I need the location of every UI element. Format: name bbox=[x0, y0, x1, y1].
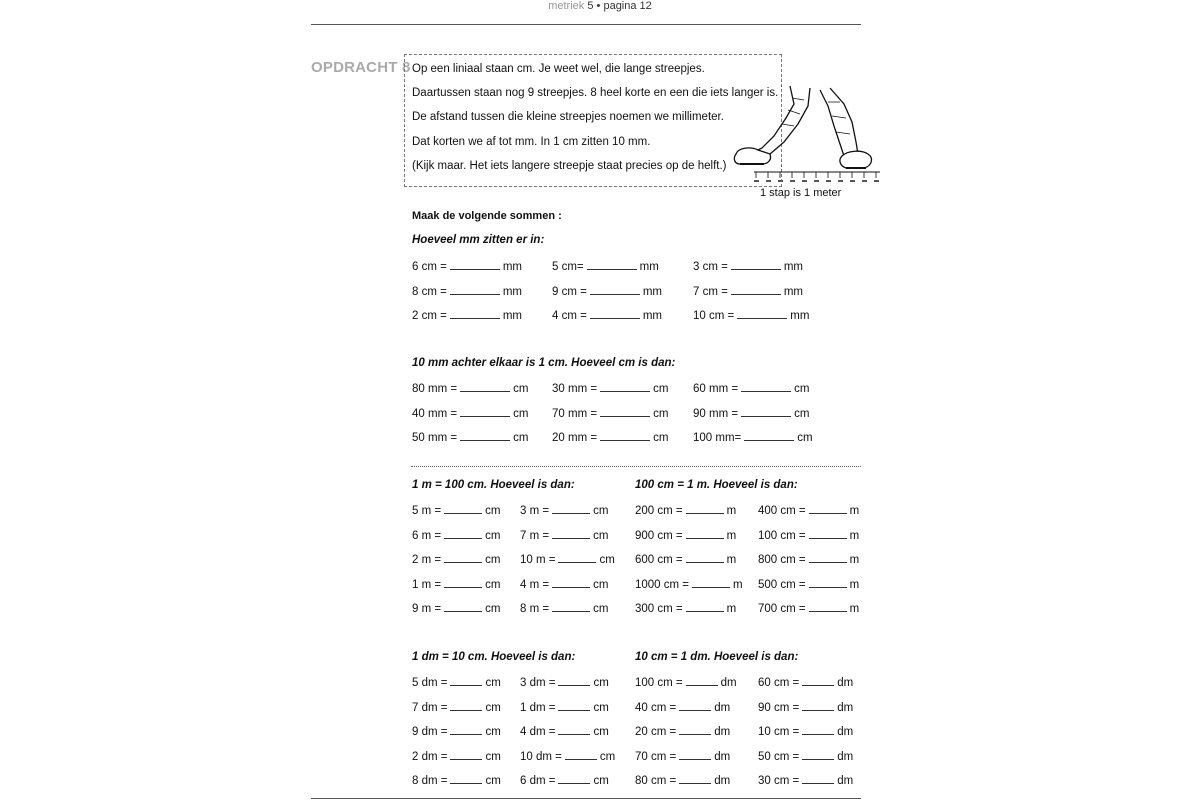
exercise-item bbox=[552, 430, 668, 444]
exercise-item bbox=[758, 675, 853, 689]
exercise-question: 9 m = bbox=[412, 603, 442, 615]
exercise-unit: cm bbox=[485, 603, 501, 615]
answer-blank[interactable] bbox=[802, 675, 834, 686]
section4-title-right: 10 cm = 1 dm. Hoeveel is dan: bbox=[635, 651, 799, 663]
intro-line: (Kijk maar. Het iets langere streepje staat precies op de helft.) bbox=[412, 160, 727, 172]
exercise-item bbox=[758, 528, 859, 542]
answer-blank[interactable] bbox=[450, 308, 500, 319]
exercise-item bbox=[693, 259, 803, 273]
exercise-item bbox=[412, 724, 501, 738]
instruction: Maak de volgende sommen : bbox=[412, 210, 562, 222]
answer-blank[interactable] bbox=[587, 259, 637, 270]
exercise-unit: cm bbox=[485, 578, 501, 591]
exercise-unit: cm bbox=[797, 432, 813, 444]
intro-line: Dat korten we af tot mm. In 1 cm zitten 10 mm. bbox=[412, 136, 651, 148]
exercise-unit: cm bbox=[794, 407, 810, 420]
header-prefix: metriek bbox=[548, 0, 585, 12]
exercise-question: 7 dm = bbox=[412, 701, 448, 714]
exercise-unit: dm bbox=[714, 701, 731, 714]
exercise-label: OPDRACHT 8 bbox=[311, 59, 411, 76]
exercise-question: 40 cm = bbox=[635, 701, 677, 714]
exercise-question: 100 cm = bbox=[635, 677, 683, 689]
exercise-question: 700 cm = bbox=[758, 603, 806, 615]
header-number: 5 bbox=[587, 0, 594, 12]
exercise-unit: mm bbox=[502, 310, 523, 322]
answer-blank[interactable] bbox=[679, 749, 711, 760]
answer-blank[interactable] bbox=[731, 284, 781, 295]
answer-blank[interactable] bbox=[809, 577, 847, 588]
answer-blank[interactable] bbox=[686, 528, 724, 539]
exercise-question: 9 cm = bbox=[552, 285, 587, 298]
exercise-unit: mm bbox=[783, 285, 804, 298]
exercise-question: 5 dm = bbox=[412, 677, 448, 689]
exercise-unit: m bbox=[849, 603, 860, 615]
page-header bbox=[0, 0, 1200, 12]
exercise-unit: dm bbox=[714, 750, 731, 763]
answer-blank[interactable] bbox=[450, 284, 500, 295]
exercise-item bbox=[412, 503, 500, 517]
exercise-item bbox=[412, 308, 522, 322]
exercise-unit: cm bbox=[485, 726, 501, 738]
answer-blank[interactable] bbox=[686, 601, 724, 612]
exercise-item bbox=[412, 773, 501, 787]
exercise-question: 300 cm = bbox=[635, 603, 683, 615]
exercise-unit: m bbox=[726, 529, 737, 542]
answer-blank[interactable] bbox=[802, 700, 834, 711]
exercise-question: 90 cm = bbox=[758, 701, 800, 714]
exercise-question: 1000 cm = bbox=[635, 578, 690, 591]
exercise-question: 30 mm = bbox=[552, 383, 598, 395]
exercise-question: 1 dm = bbox=[520, 701, 556, 714]
walking-legs-illustration bbox=[728, 84, 888, 188]
exercise-unit: cm bbox=[485, 677, 501, 689]
exercise-unit: m bbox=[849, 505, 860, 517]
exercise-unit: dm bbox=[714, 775, 731, 787]
exercise-item bbox=[635, 773, 730, 787]
exercise-unit: cm bbox=[485, 505, 501, 517]
exercise-question: 30 cm = bbox=[758, 775, 800, 787]
answer-blank[interactable] bbox=[558, 700, 590, 711]
exercise-item bbox=[412, 601, 500, 615]
answer-blank[interactable] bbox=[600, 381, 650, 392]
exercise-question: 1 m = bbox=[412, 578, 442, 591]
answer-blank[interactable] bbox=[802, 749, 834, 760]
answer-blank[interactable] bbox=[450, 675, 482, 686]
exercise-item bbox=[520, 528, 608, 542]
exercise-unit: m bbox=[726, 554, 737, 566]
exercise-item bbox=[412, 406, 528, 420]
exercise-unit: mm bbox=[639, 261, 659, 273]
exercise-unit: mm bbox=[502, 261, 523, 273]
answer-blank[interactable] bbox=[552, 577, 590, 588]
exercise-item bbox=[412, 284, 522, 298]
exercise-item bbox=[758, 601, 859, 615]
exercise-question: 800 cm = bbox=[758, 554, 806, 566]
exercise-item bbox=[758, 773, 853, 787]
exercise-question: 60 cm = bbox=[758, 677, 800, 689]
header-rule bbox=[311, 24, 861, 25]
exercise-unit: cm bbox=[513, 432, 529, 444]
section2-title: 10 mm achter elkaar is 1 cm. Hoeveel cm is dan: bbox=[412, 357, 676, 369]
answer-blank[interactable] bbox=[460, 430, 510, 441]
exercise-question: 10 dm = bbox=[520, 750, 562, 763]
exercise-question: 100 mm= bbox=[693, 432, 742, 444]
exercise-question: 20 mm = bbox=[552, 432, 598, 444]
exercise-question: 80 cm = bbox=[635, 775, 677, 787]
answer-blank[interactable] bbox=[809, 503, 847, 514]
exercise-question: 7 cm = bbox=[693, 285, 728, 298]
exercise-item bbox=[412, 749, 501, 763]
answer-blank[interactable] bbox=[460, 381, 510, 392]
illustration-caption: 1 stap is 1 meter bbox=[760, 187, 842, 199]
exercise-item bbox=[758, 724, 853, 738]
intro-line: Daartussen staan nog 9 streepjes. 8 heel korte en een die iets langer is. bbox=[412, 87, 779, 99]
exercise-item bbox=[635, 503, 736, 517]
exercise-unit: dm bbox=[837, 701, 854, 714]
exercise-item bbox=[693, 308, 809, 322]
answer-blank[interactable] bbox=[802, 773, 834, 784]
exercise-question: 70 mm = bbox=[552, 407, 598, 420]
answer-blank[interactable] bbox=[450, 700, 482, 711]
exercise-question: 900 cm = bbox=[635, 529, 683, 542]
answer-blank[interactable] bbox=[686, 503, 724, 514]
exercise-item bbox=[758, 503, 859, 517]
exercise-question: 50 cm = bbox=[758, 750, 800, 763]
exercise-item bbox=[635, 528, 736, 542]
exercise-item bbox=[758, 552, 859, 566]
answer-blank[interactable] bbox=[552, 601, 590, 612]
exercise-unit: cm bbox=[513, 383, 529, 395]
exercise-question: 10 cm = bbox=[758, 726, 800, 738]
exercise-item bbox=[635, 749, 730, 763]
answer-blank[interactable] bbox=[802, 724, 834, 735]
answer-blank[interactable] bbox=[444, 528, 482, 539]
exercise-question: 80 mm = bbox=[412, 383, 458, 395]
exercise-item bbox=[412, 259, 522, 273]
answer-blank[interactable] bbox=[600, 430, 650, 441]
answer-blank[interactable] bbox=[809, 601, 847, 612]
answer-blank[interactable] bbox=[552, 528, 590, 539]
header-bullet: • bbox=[596, 0, 601, 12]
exercise-unit: m bbox=[733, 578, 743, 591]
header-page: pagina 12 bbox=[603, 0, 652, 12]
exercise-item bbox=[412, 577, 500, 591]
exercise-item bbox=[412, 700, 501, 714]
exercise-question: 50 mm = bbox=[412, 432, 458, 444]
exercise-item bbox=[693, 406, 809, 420]
exercise-unit: cm bbox=[593, 578, 609, 591]
exercise-unit: cm bbox=[794, 383, 810, 395]
footer-rule bbox=[311, 798, 861, 799]
exercise-item bbox=[412, 552, 500, 566]
exercise-question: 5 cm= bbox=[552, 261, 584, 273]
exercise-question: 3 dm = bbox=[520, 677, 556, 689]
answer-blank[interactable] bbox=[460, 406, 510, 417]
exercise-question: 500 cm = bbox=[758, 578, 806, 591]
exercise-question: 3 cm = bbox=[693, 261, 728, 273]
exercise-item bbox=[520, 552, 615, 566]
answer-blank[interactable] bbox=[565, 749, 597, 760]
section3-title-left: 1 m = 100 cm. Hoeveel is dan: bbox=[412, 479, 575, 491]
exercise-unit: dm bbox=[837, 775, 854, 787]
answer-blank[interactable] bbox=[686, 675, 718, 686]
exercise-unit: m bbox=[726, 603, 737, 615]
answer-blank[interactable] bbox=[558, 724, 590, 735]
answer-blank[interactable] bbox=[686, 552, 724, 563]
answer-blank[interactable] bbox=[731, 259, 781, 270]
exercise-unit: cm bbox=[593, 603, 609, 615]
exercise-question: 8 cm = bbox=[412, 285, 447, 298]
exercise-question: 3 m = bbox=[520, 505, 550, 517]
answer-blank[interactable] bbox=[558, 773, 590, 784]
answer-blank[interactable] bbox=[679, 773, 711, 784]
answer-blank[interactable] bbox=[444, 577, 482, 588]
answer-blank[interactable] bbox=[444, 601, 482, 612]
answer-blank[interactable] bbox=[679, 724, 711, 735]
exercise-item bbox=[520, 700, 609, 714]
exercise-item bbox=[552, 284, 662, 298]
answer-blank[interactable] bbox=[444, 552, 482, 563]
exercise-unit: cm bbox=[485, 750, 501, 763]
exercise-unit: cm bbox=[513, 407, 529, 420]
exercise-unit: dm bbox=[837, 726, 854, 738]
exercise-question: 8 m = bbox=[520, 603, 550, 615]
exercise-item bbox=[552, 259, 659, 273]
exercise-item bbox=[635, 552, 736, 566]
answer-blank[interactable] bbox=[450, 773, 482, 784]
exercise-item bbox=[635, 577, 743, 591]
section-divider bbox=[411, 466, 861, 467]
exercise-item bbox=[758, 700, 853, 714]
exercise-unit: mm bbox=[783, 261, 804, 273]
exercise-unit: mm bbox=[642, 285, 663, 298]
exercise-item bbox=[520, 503, 608, 517]
exercise-question: 2 cm = bbox=[412, 310, 447, 322]
answer-blank[interactable] bbox=[450, 724, 482, 735]
exercise-question: 5 m = bbox=[412, 505, 442, 517]
exercise-item bbox=[412, 528, 500, 542]
answer-blank[interactable] bbox=[450, 259, 500, 270]
answer-blank[interactable] bbox=[809, 528, 847, 539]
exercise-question: 9 dm = bbox=[412, 726, 448, 738]
exercise-question: 100 cm = bbox=[758, 529, 806, 542]
exercise-unit: cm bbox=[653, 407, 669, 420]
answer-blank[interactable] bbox=[590, 284, 640, 295]
exercise-item bbox=[635, 675, 737, 689]
exercise-unit: m bbox=[849, 554, 860, 566]
answer-blank[interactable] bbox=[737, 308, 787, 319]
exercise-question: 40 mm = bbox=[412, 407, 458, 420]
exercise-unit: cm bbox=[593, 775, 609, 787]
answer-blank[interactable] bbox=[679, 700, 711, 711]
exercise-item bbox=[635, 601, 736, 615]
exercise-question: 200 cm = bbox=[635, 505, 683, 517]
exercise-item bbox=[693, 284, 803, 298]
exercise-item bbox=[520, 675, 609, 689]
exercise-question: 20 cm = bbox=[635, 726, 677, 738]
section3-title-right: 100 cm = 1 m. Hoeveel is dan: bbox=[635, 479, 798, 491]
exercise-item bbox=[412, 381, 528, 395]
answer-blank[interactable] bbox=[600, 406, 650, 417]
exercise-unit: cm bbox=[593, 726, 609, 738]
exercise-unit: mm bbox=[502, 285, 523, 298]
exercise-question: 60 mm = bbox=[693, 383, 739, 395]
exercise-unit: cm bbox=[485, 701, 501, 714]
answer-blank[interactable] bbox=[552, 503, 590, 514]
exercise-question: 400 cm = bbox=[758, 505, 806, 517]
answer-blank[interactable] bbox=[809, 552, 847, 563]
exercise-question: 70 cm = bbox=[635, 750, 677, 763]
answer-blank[interactable] bbox=[590, 308, 640, 319]
exercise-item bbox=[552, 381, 668, 395]
exercise-item bbox=[758, 577, 859, 591]
exercise-unit: dm bbox=[837, 677, 854, 689]
exercise-question: 600 cm = bbox=[635, 554, 683, 566]
exercise-question: 10 m = bbox=[520, 554, 556, 566]
exercise-unit: cm bbox=[485, 775, 501, 787]
exercise-unit: dm bbox=[720, 677, 737, 689]
exercise-unit: cm bbox=[653, 432, 669, 444]
section4-title-left: 1 dm = 10 cm. Hoeveel is dan: bbox=[412, 651, 576, 663]
exercise-question: 6 cm = bbox=[412, 261, 447, 273]
exercise-question: 2 m = bbox=[412, 554, 442, 566]
exercise-unit: cm bbox=[653, 383, 669, 395]
exercise-question: 90 mm = bbox=[693, 407, 739, 420]
exercise-item bbox=[520, 773, 609, 787]
exercise-unit: cm bbox=[593, 677, 609, 689]
exercise-item bbox=[412, 430, 528, 444]
exercise-question: 6 m = bbox=[412, 529, 442, 542]
exercise-question: 6 dm = bbox=[520, 775, 556, 787]
exercise-item bbox=[693, 381, 809, 395]
exercise-item bbox=[552, 308, 662, 322]
exercise-unit: cm bbox=[485, 529, 501, 542]
exercise-item bbox=[520, 577, 608, 591]
answer-blank[interactable] bbox=[741, 406, 791, 417]
exercise-question: 8 dm = bbox=[412, 775, 448, 787]
exercise-item bbox=[758, 749, 853, 763]
exercise-item bbox=[693, 430, 813, 444]
exercise-unit: dm bbox=[837, 750, 854, 763]
exercise-item bbox=[635, 700, 730, 714]
exercise-unit: cm bbox=[593, 505, 609, 517]
exercise-item bbox=[412, 675, 501, 689]
exercise-question: 4 cm = bbox=[552, 310, 587, 322]
section1-title: Hoeveel mm zitten er in: bbox=[412, 234, 545, 246]
exercise-unit: m bbox=[726, 505, 737, 517]
answer-blank[interactable] bbox=[741, 381, 791, 392]
exercise-item bbox=[520, 749, 615, 763]
exercise-unit: mm bbox=[642, 310, 663, 322]
exercise-unit: m bbox=[849, 578, 860, 591]
exercise-unit: mm bbox=[790, 310, 810, 322]
intro-line: De afstand tussen die kleine streepjes noemen we millimeter. bbox=[412, 111, 724, 123]
answer-blank[interactable] bbox=[744, 430, 794, 441]
answer-blank[interactable] bbox=[558, 675, 590, 686]
answer-blank[interactable] bbox=[558, 552, 596, 563]
exercise-unit: dm bbox=[714, 726, 731, 738]
exercise-question: 2 dm = bbox=[412, 750, 448, 763]
exercise-question: 7 m = bbox=[520, 529, 550, 542]
answer-blank[interactable] bbox=[692, 577, 730, 588]
exercise-item bbox=[520, 724, 609, 738]
exercise-question: 10 cm = bbox=[693, 310, 735, 322]
answer-blank[interactable] bbox=[450, 749, 482, 760]
exercise-unit: cm bbox=[599, 750, 616, 763]
exercise-unit: cm bbox=[485, 554, 501, 566]
answer-blank[interactable] bbox=[444, 503, 482, 514]
exercise-unit: cm bbox=[599, 554, 615, 566]
exercise-item bbox=[635, 724, 730, 738]
intro-line: Op een liniaal staan cm. Je weet wel, die lange streepjes. bbox=[412, 63, 705, 75]
exercise-unit: cm bbox=[593, 701, 609, 714]
exercise-question: 4 dm = bbox=[520, 726, 556, 738]
exercise-item bbox=[520, 601, 608, 615]
exercise-unit: m bbox=[849, 529, 860, 542]
exercise-item bbox=[552, 406, 668, 420]
exercise-question: 4 m = bbox=[520, 578, 550, 591]
exercise-unit: cm bbox=[593, 529, 609, 542]
